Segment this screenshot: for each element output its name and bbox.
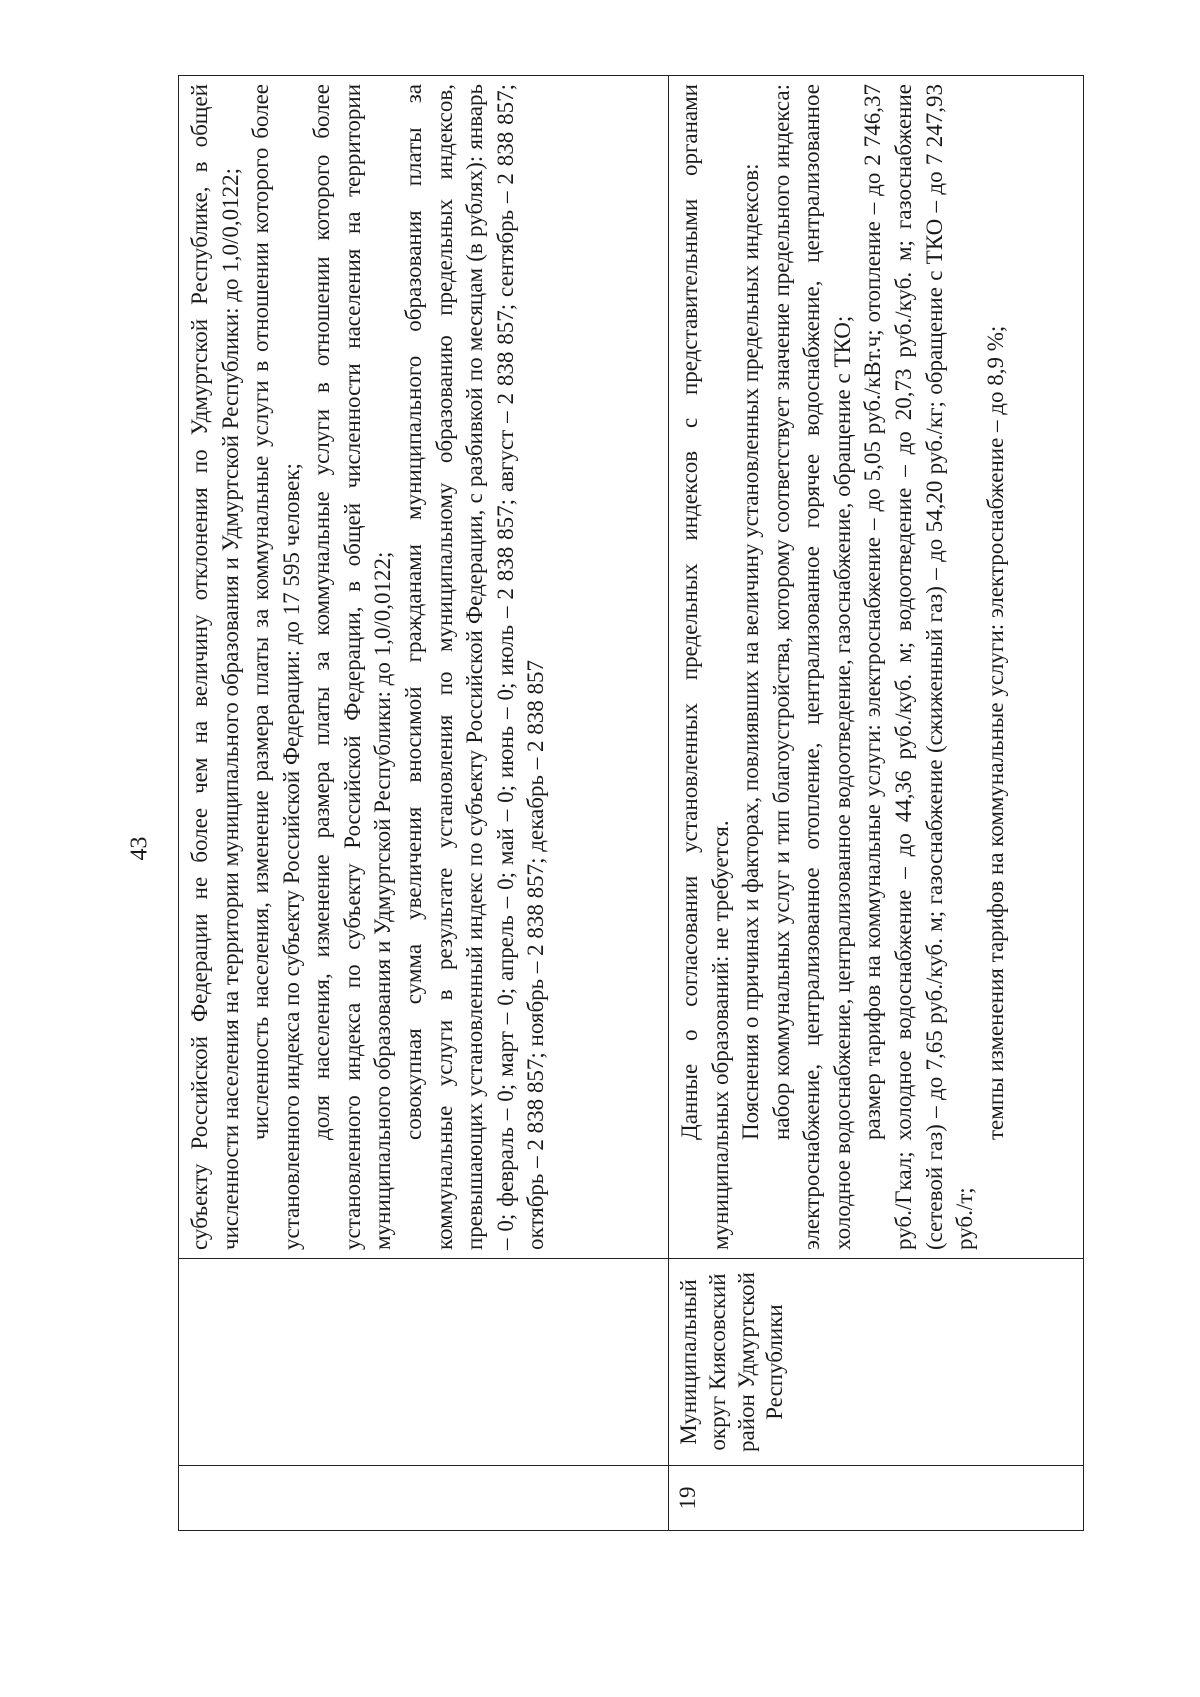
rotated-table-frame <box>178 75 1083 1531</box>
rotated-table-content <box>178 75 1083 1531</box>
paragraph: доля населения, изменение размера платы за коммунальные услуги в отношении которого более установленного индекса по субъекту Российской Федерации, в общей численности населения на территории муниципального образования и Удмуртской Республики: до 1,0/0,0122; <box>309 84 396 1250</box>
paragraph: Данные о согласовании установленных предельных индексов с представительными органами муниципальных образований: не требуется. <box>677 84 733 1250</box>
paragraph: численность населения, изменение размера платы за коммунальные услуги в отношении которого более установленного индекса по субъекту Российской Федерации: до 17 595 человек; <box>248 84 304 1250</box>
details-cell <box>179 76 669 1259</box>
paragraph: Пояснения о причинах и факторах, повлиявших на величину установленных предельных индексов: <box>738 163 764 1140</box>
table-row-continuation <box>179 76 669 1531</box>
page-number: 43 <box>126 836 153 861</box>
row-number-cell: 19 <box>669 1466 1084 1531</box>
paragraph: совокупная сумма увеличения вносимой гражданами муниципального образования платы за коммунальные услуги в результате установления по муниципальному образованию предельных индексов, превышающих установленный индекс по субъекту Российской Федерации, с разбивкой по месяцам (в рублях): январь – 0; февраль – 0; март – 0; апрель – 0; май – 0; июнь – 0; июль – 2 838 857; август – 2 838 857; сентябрь – 2 838 857; октябрь – 2 838 857; ноябрь – 2 838 857; декабрь – 2 838 857 <box>401 84 549 1250</box>
paragraph: субъекту Российской Федерации не более чем на величину отклонения по Удмуртской Республике, в общей численности населения на территории муниципального образования и Удмуртской Республики: до 1,0/0,0122; <box>187 84 243 1250</box>
table-row-19 <box>669 76 1084 1531</box>
municipality-name-cell: Муниципальный округ Киясовский район Удмуртской Республики <box>669 1259 1084 1466</box>
paragraph: размер тарифов на коммунальные услуги: электроснабжение – до 5,05 руб./кВт.ч; отопление – до 2 746,37 руб./Гкал; холодное водоснабжение – до 44,36 руб./куб. м; водоотведение – до 20,73 руб./куб. м; газоснабжение (сетевой газ) – до 7,65 руб./куб. м; газоснабжение (сжиженный газ) – до 54,20 руб./кг; обращение с ТКО – до 7 247,93 руб./т; <box>860 84 978 1250</box>
municipality-name-cell <box>179 1259 669 1466</box>
row-number-cell <box>179 1466 669 1531</box>
details-cell <box>669 76 1084 1259</box>
paragraph: набор коммунальных услуг и тип благоустройства, которому соответствует значение предельного индекса: электроснабжение, централизованное отопление, централизованное горячее водоснабжение, централизованное холодное водоснабжение, централизованное водоотведение, газоснабжение, обращение с ТКО; <box>768 84 855 1250</box>
paragraph: темпы изменения тарифов на коммунальные услуги: электроснабжение – до 8,9 %; <box>982 325 1008 1140</box>
regions-table <box>178 75 1084 1531</box>
